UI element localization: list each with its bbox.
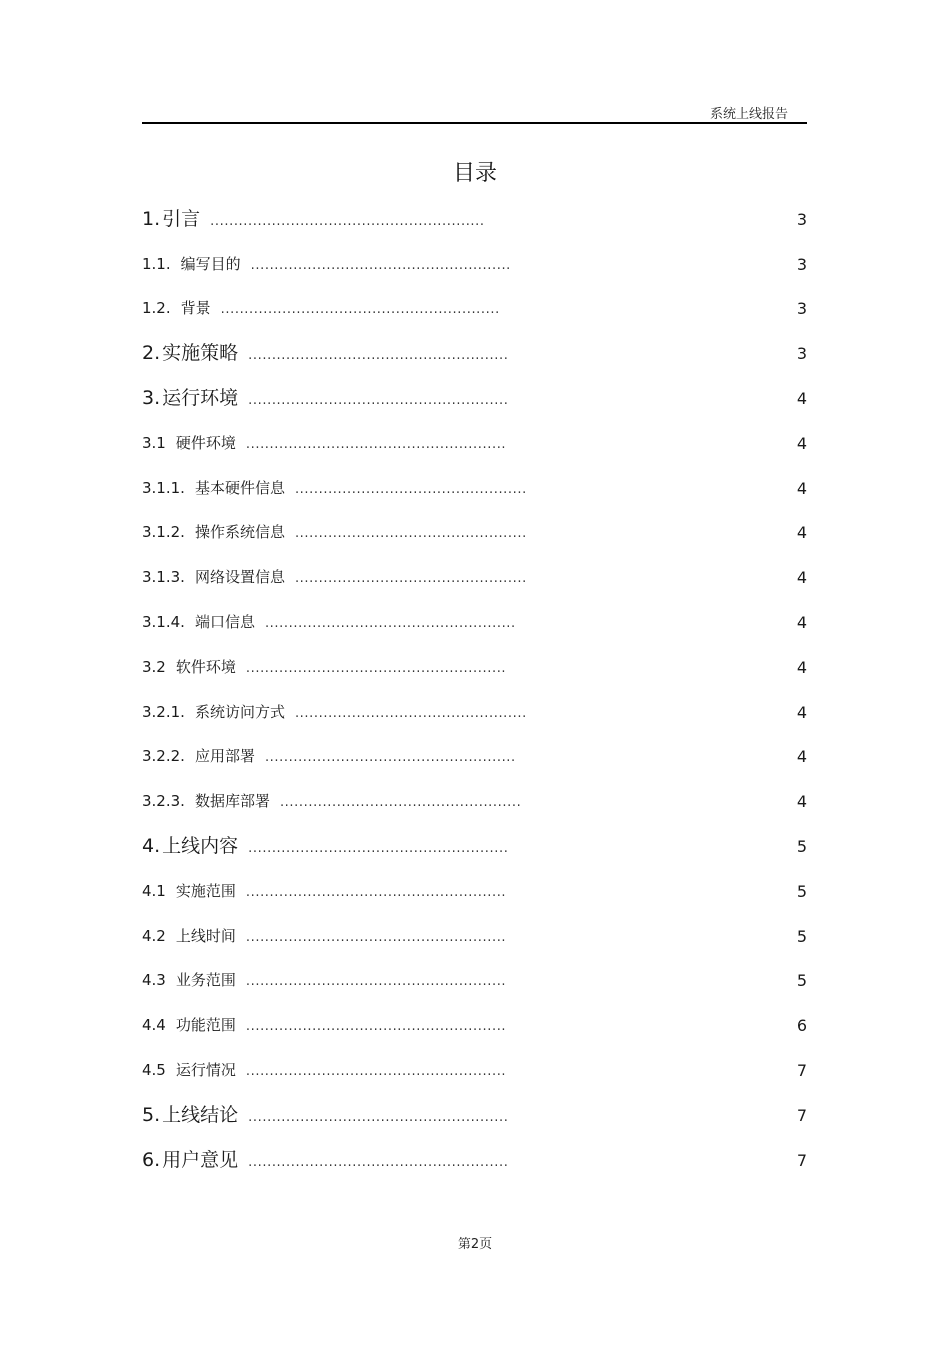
toc-entry-number: 3.1.2. [142,523,185,542]
toc-entry-number: 1. [142,207,161,230]
toc-entry-title: 实施范围 [175,881,236,900]
toc-leader-dots: ....................................................... [245,929,507,945]
toc-entry-title: 引言 [162,207,201,230]
toc-entry-label [142,880,506,901]
toc-leader-dots: ........................................................... [220,302,500,318]
table-of-contents [142,198,807,1184]
toc-entry-label [142,204,485,231]
toc-entry-number: 3.2 [142,657,166,676]
toc-entry[interactable] [142,1094,807,1139]
toc-entry-number: 1.2. [142,299,171,318]
toc-entry-number: 3.2.3. [142,792,185,811]
toc-entry-number: 3.1.3. [142,568,185,587]
toc-entry[interactable] [142,915,807,960]
toc-entry-title: 功能范围 [175,1016,236,1035]
toc-entry-number: 4.4 [142,1016,166,1035]
toc-entry-label [142,656,506,677]
toc-entry-page: 3 [796,254,807,274]
toc-leader-dots: ....................................................... [245,884,507,900]
toc-entry[interactable] [142,422,807,467]
header-rule [142,122,807,124]
toc-entry-title: 编写目的 [180,254,241,273]
toc-entry[interactable] [142,736,807,781]
toc-entry-label [142,831,508,858]
toc-entry-page: 3 [796,299,807,319]
toc-entry-page: 4 [796,612,807,632]
toc-entry-number: 3.1.4. [142,612,185,631]
toc-entry-title: 软件环境 [175,657,236,676]
toc-entry-page: 5 [796,881,807,901]
toc-entry-number: 3.1 [142,433,166,452]
toc-entry-number: 1.1. [142,254,171,273]
toc-entry-title: 上线内容 [162,834,239,857]
toc-entry-page: 5 [796,971,807,991]
page-number: 第2页 [457,1237,493,1252]
toc-leader-dots: .......................................................... [210,213,485,229]
toc-entry-title: 基本硬件信息 [194,478,285,497]
toc-entry[interactable] [142,601,807,646]
toc-entry[interactable] [142,1139,807,1184]
toc-entry-title: 操作系统信息 [194,523,285,542]
toc-entry[interactable] [142,691,807,736]
toc-title: 目录 [452,161,497,186]
toc-entry-title: 运行情况 [175,1060,236,1079]
toc-entry-label [142,566,527,587]
toc-entry[interactable] [142,467,807,512]
toc-entry-label [142,383,508,410]
toc-entry-number: 4. [142,834,161,857]
running-header: 系统上线报告 [709,107,788,122]
toc-entry[interactable] [142,960,807,1005]
toc-entry[interactable] [142,1049,807,1094]
toc-leader-dots: ....................................................... [245,1019,507,1035]
toc-entry-page: 4 [796,568,807,588]
toc-entry[interactable] [142,377,807,422]
toc-entry[interactable] [142,288,807,333]
toc-entry-label [142,253,511,274]
toc-entry[interactable] [142,198,807,243]
toc-entry-title: 背景 [180,299,211,318]
toc-leader-dots: ................................................. [294,571,527,587]
toc-leader-dots: ................................................. [294,526,527,542]
toc-entry-label [142,611,516,632]
toc-entry-page: 6 [796,1016,807,1036]
toc-entry-page: 7 [796,1150,807,1170]
toc-entry-number: 4.1 [142,881,166,900]
toc-entry-label [142,338,508,365]
toc-entry-label [142,969,506,990]
toc-entry-page: 5 [796,836,807,856]
toc-entry[interactable] [142,780,807,825]
toc-entry-label [142,790,521,811]
toc-leader-dots: ....................................................... [248,840,509,856]
toc-leader-dots: ....................................................... [248,1154,509,1170]
toc-entry-page: 4 [796,433,807,453]
toc-entry-number: 4.3 [142,971,166,990]
toc-entry-label [142,477,527,498]
toc-entry-title: 运行环境 [162,386,239,409]
toc-entry-number: 4.5 [142,1060,166,1079]
toc-entry-label [142,1014,506,1035]
toc-entry-page: 7 [796,1060,807,1080]
toc-entry-title: 端口信息 [194,612,255,631]
toc-entry[interactable] [142,512,807,557]
toc-entry[interactable] [142,646,807,691]
toc-leader-dots: ....................................................... [248,1109,509,1125]
toc-entry-title: 数据库部署 [194,792,270,811]
toc-entry[interactable] [142,556,807,601]
toc-entry-title: 系统访问方式 [194,702,285,721]
toc-leader-dots: ................................................... [279,795,522,811]
toc-entry-title: 业务范围 [175,971,236,990]
toc-entry-label [142,1059,506,1080]
toc-entry-label [142,925,506,946]
toc-entry-page: 4 [796,388,807,408]
toc-entry-title: 上线结论 [162,1103,239,1126]
toc-entry-number: 6. [142,1148,161,1171]
toc-entry-number: 5. [142,1103,161,1126]
toc-entry-page: 4 [796,478,807,498]
toc-entry-page: 4 [796,747,807,767]
toc-leader-dots: ....................................................... [248,348,509,364]
toc-entry-title: 实施策略 [162,342,239,365]
toc-entry-number: 3.2.2. [142,747,185,766]
toc-leader-dots: ..................................................... [264,750,516,766]
toc-entry[interactable] [142,243,807,288]
toc-entry[interactable] [142,332,807,377]
toc-entry-page: 4 [796,657,807,677]
toc-leader-dots: ....................................................... [245,436,507,452]
toc-entry-number: 3.2.1. [142,702,185,721]
toc-entry-title: 用户意见 [162,1148,239,1171]
toc-entry-page: 4 [796,702,807,722]
toc-entry-number: 3.1.1. [142,478,185,497]
toc-entry-title: 硬件环境 [175,433,236,452]
toc-entry-number: 3. [142,386,161,409]
toc-leader-dots: ....................................................... [248,392,509,408]
toc-entry-page: 3 [796,209,807,229]
toc-leader-dots: ....................................................... [250,257,511,273]
toc-entry-label [142,745,516,766]
toc-entry[interactable] [142,1004,807,1049]
toc-entry-title: 网络设置信息 [194,568,285,587]
toc-entry-label [142,1100,508,1127]
toc-entry-page: 7 [796,1105,807,1125]
toc-entry-label [142,297,500,318]
toc-leader-dots: ................................................. [294,481,527,497]
toc-leader-dots: ....................................................... [245,974,507,990]
toc-entry-number: 2. [142,342,161,365]
toc-leader-dots: ....................................................... [245,1063,507,1079]
toc-entry-page: 4 [796,792,807,812]
toc-entry-title: 应用部署 [194,747,255,766]
toc-entry-page: 5 [796,926,807,946]
toc-entry-title: 上线时间 [175,926,236,945]
toc-entry-label [142,432,506,453]
toc-entry[interactable] [142,870,807,915]
toc-entry-number: 4.2 [142,926,166,945]
toc-leader-dots: ..................................................... [264,615,516,631]
toc-entry-page: 3 [796,344,807,364]
toc-entry-label [142,701,527,722]
toc-leader-dots: ....................................................... [245,660,507,676]
toc-entry-label [142,1145,508,1172]
toc-entry[interactable] [142,825,807,870]
toc-entry-label [142,521,527,542]
toc-leader-dots: ................................................. [294,705,527,721]
toc-entry-page: 4 [796,523,807,543]
